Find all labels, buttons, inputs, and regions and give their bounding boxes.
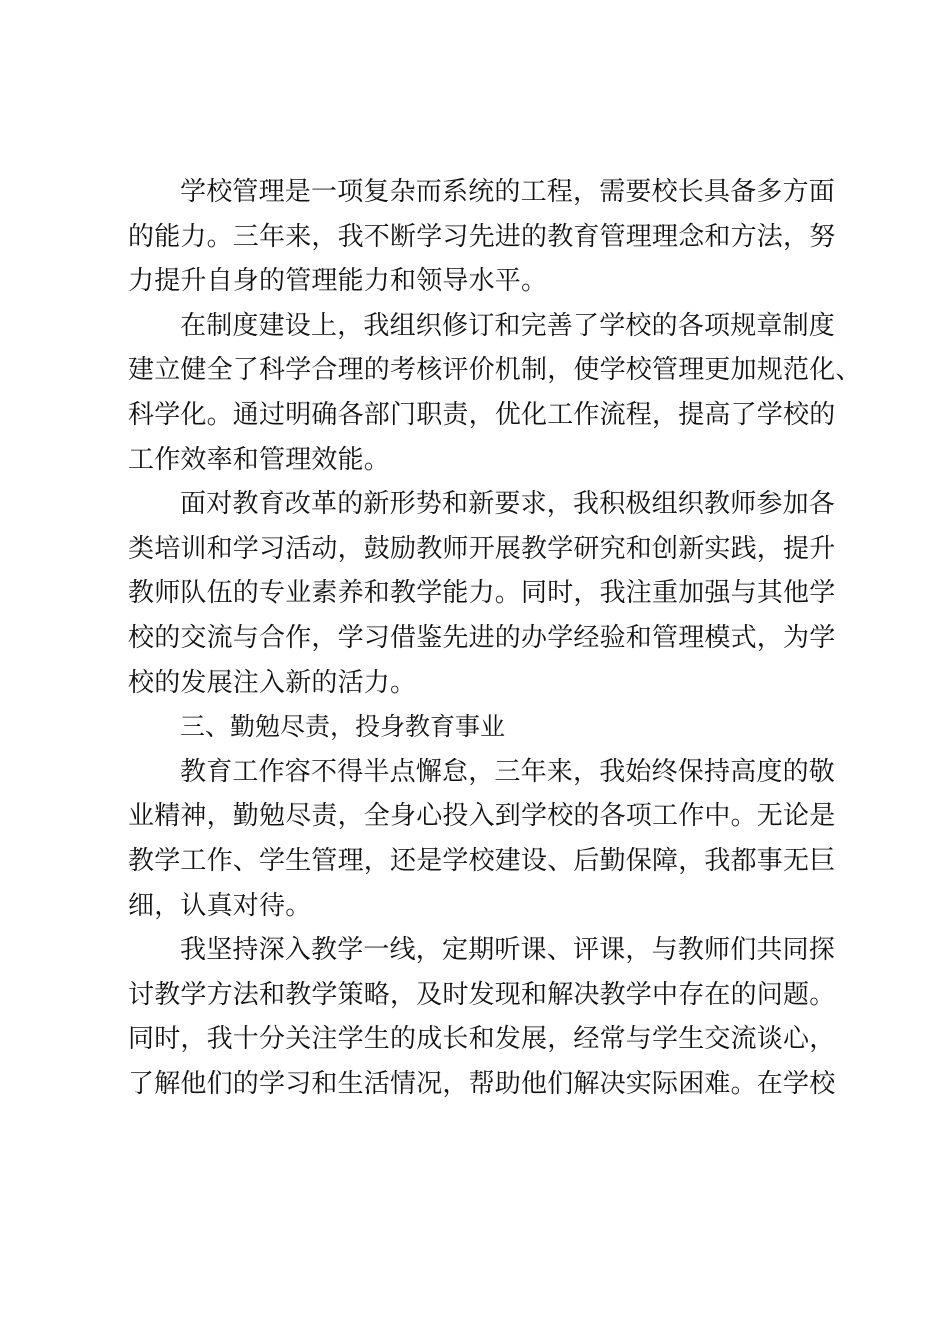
text-line: 面对教育改革的新形势和新要求，我积极组织教师参加各 [180, 489, 836, 520]
text-line: 细，认真对待。 [128, 890, 312, 921]
document-body [128, 170, 862, 1106]
text-line: 教育工作容不得半点懈怠，三年来，我始终保持高度的敬 [180, 756, 836, 787]
text-line: 工作效率和管理效能。 [128, 444, 391, 475]
text-line: 了解他们的学习和生活情况，帮助他们解决实际困难。在学校 [128, 1068, 836, 1099]
text-line: 教师队伍的专业素养和教学能力。同时，我注重加强与其他学 [128, 578, 836, 609]
text-line: 力提升自身的管理能力和领导水平。 [128, 266, 548, 297]
section-heading: 三、勤勉尽责，投身教育事业 [180, 712, 506, 742]
text-line: 讨教学方法和教学策略，及时发现和解决教学中存在的问题。 [128, 979, 836, 1010]
paragraph [128, 170, 836, 304]
paragraph [128, 750, 836, 928]
text-line: 校的交流与合作，学习借鉴先进的办学经验和管理模式，为学 [128, 622, 836, 653]
text-line: 类培训和学习活动，鼓励教师开展教学研究和创新实践，提升 [128, 533, 836, 564]
text-line: 建立健全了科学合理的考核评价机制，使学校管理更加规范化、 [128, 355, 862, 386]
text-line: 业精神，勤勉尽责，全身心投入到学校的各项工作中。无论是 [128, 801, 836, 832]
paragraph [128, 482, 836, 705]
text-line: 在制度建设上，我组织修订和完善了学校的各项规章制度 [180, 310, 836, 341]
text-line: 科学化。通过明确各部门职责，优化工作流程，提高了学校的 [128, 399, 836, 430]
paragraph [128, 304, 862, 482]
text-line: 学校管理是一项复杂而系统的工程，需要校长具备多方面 [180, 177, 836, 207]
text-line: 教学工作、学生管理，还是学校建设、后勤保障，我都事无巨 [128, 845, 836, 876]
paragraph [128, 928, 836, 1106]
text-line: 校的发展注入新的活力。 [128, 667, 417, 698]
text-line: 的能力。三年来，我不断学习先进的教育管理理念和方法，努 [128, 221, 836, 252]
text-line: 同时，我十分关注学生的成长和发展，经常与学生交流谈心， [128, 1024, 836, 1055]
text-line: 我坚持深入教学一线，定期听课、评课，与教师们共同探 [180, 935, 836, 966]
